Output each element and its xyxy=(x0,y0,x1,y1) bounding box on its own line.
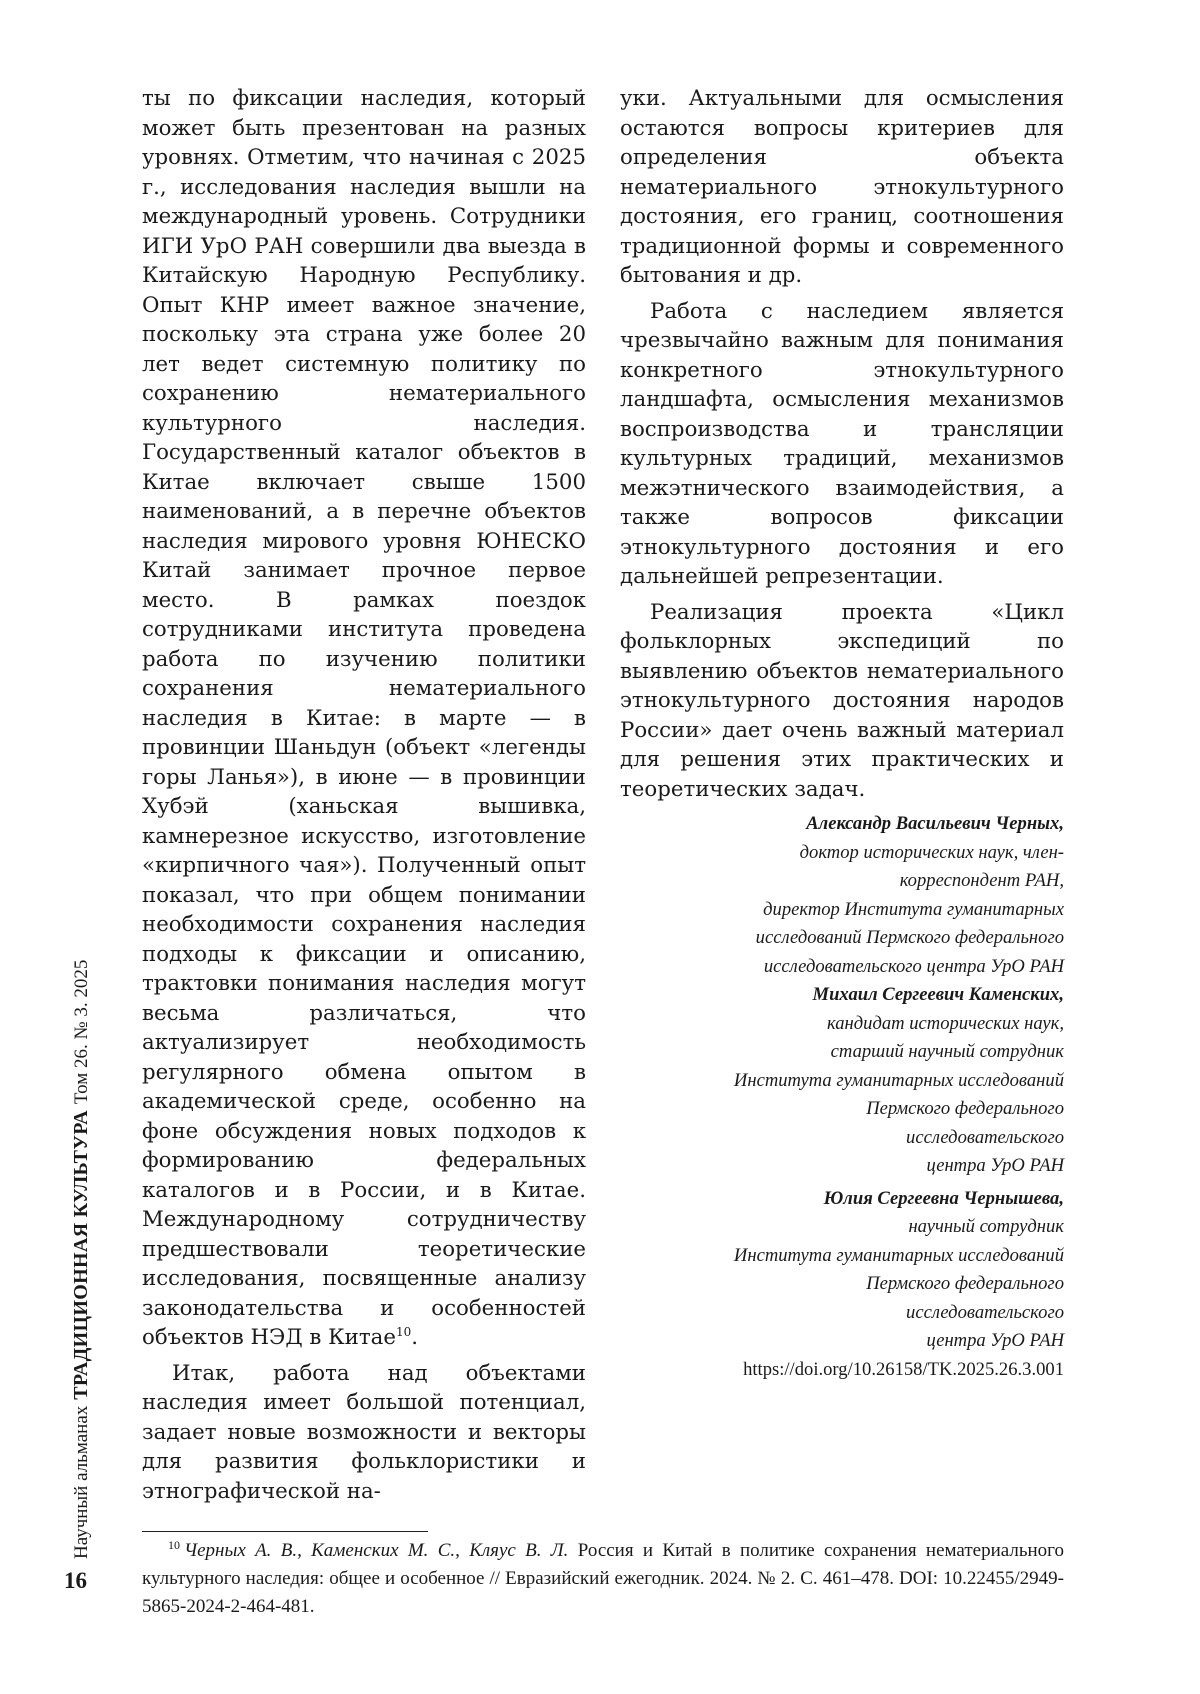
page-number: 16 xyxy=(64,1568,87,1593)
footnote-ref[interactable]: 10 xyxy=(395,1324,412,1339)
left-paragraph-1: ты по фиксации наследия, который может быть презентован на разных уровнях. Отметим, что начиная с 2025 г., исследования наследия вышли на международный уровень. Сотрудники ИГИ УрО РАН совершили два выезда в Китайскую Народную Республику. Опыт КНР имеет важное значение, поскольку эта страна уже более 20 лет ведет системную политику по сохранению нематериального культурного наследия. Государственный каталог объектов в Китае включает свыше 1500 наименований, а в перечне объектов наследия мирового уровня ЮНЕСКО Китай занимает прочное первое место. В рамках поездок сотрудниками института проведена работа по изучению политики сохранения нематериального наследия в Китае: в марте — в провинции Шаньдун (объект «легенды горы Ланья»), в июне — в провинции Хубэй (ханьская вышивка, камнерезное искусство, изготовление «кирпичного чая»). Полученный опыт показал, что при общем понимании необходимости сохранения наследия подходы к фиксации и описанию, трактовки понимания наследия могут весьма различаться, что актуализирует необходимость регулярного обмена опытом в академической среде, особенно на фоне обсуждения новых подходов к формированию федеральных каталогов и в России, и в Китае. Международному сотрудничеству предшествовали теоретические исследования, посвященные анализу законодательства и особенностей объектов НЭД в Китае$^{10}$. xyxy=(142,86,586,1350)
running-head-prefix: Научный альманах xyxy=(71,1405,92,1559)
author-affiliation-line: центра УрО РАН xyxy=(926,1155,1064,1176)
author-affiliation-line: Института гуманитарных исследований xyxy=(733,1069,1064,1091)
author-name: Юлия Сергеевна Чернышева, xyxy=(823,1187,1064,1209)
footnote-text: Россия и Китай в политике сохранения нематериального культурного наследия: общее и особенное // Евразийский ежегодник. 2024. № 2. С. 461–478. DOI: 10.22455/2949-5865-2024-2-464-481. xyxy=(142,1540,1064,1617)
author-name: Михаил Сергеевич Каменских, xyxy=(812,984,1064,1005)
footnote-authors: Черных А. В., Каменских М. С., Кляус В. Л. xyxy=(184,1540,569,1561)
author-block xyxy=(620,810,1064,1356)
author-affiliation-line: научный сотрудник xyxy=(908,1216,1064,1237)
author-affiliation-line: кандидат исторических наук, xyxy=(826,1012,1064,1034)
author-affiliation-line: корреспондент РАН, xyxy=(899,870,1064,891)
author-affiliation-line: исследовательского центра УрО РАН xyxy=(763,955,1064,977)
right-column xyxy=(620,84,1064,1384)
right-paragraph-1: уки. Актуальными для осмысления остаются вопросы критериев для определения объекта нематериального этнокультурного достояния, его границ, соотношения традиционной формы и современного бытования и др. xyxy=(620,86,1064,288)
footnote-divider xyxy=(142,1531,428,1532)
author-affiliation-line: исследовательского xyxy=(906,1126,1064,1148)
journal-title: ТРАДИЦИОННАЯ КУЛЬТУРА xyxy=(70,1110,92,1400)
right-paragraph-3: Реализация проекта «Цикл фольклорных экспедиций по выявлению объектов нематериального этнокультурного достояния народов России» дает очень важный материал для решения этих практических и теоретических задач. xyxy=(620,599,1064,802)
author-name: Александр Васильевич Черных, xyxy=(806,813,1064,834)
author-affiliation-line: доктор исторических наук, член- xyxy=(799,841,1064,863)
left-column xyxy=(142,84,586,1506)
right-paragraph-2: Работа с наследием является чрезвычайно важным для понимания конкретного этнокультурного ландшафта, осмысления механизмов воспроизводства и трансляции культурных традиций, механизмов межэтнического взаимодействия, а также вопросов фиксации этнокультурного достояния и его дальнейшей репрезентации. xyxy=(620,298,1064,589)
author-affiliation-line: Пермского федерального xyxy=(866,1273,1064,1294)
author-affiliation-line: центра УрО РАН xyxy=(926,1330,1064,1351)
author-affiliation-line: старший научный сотрудник xyxy=(830,1041,1064,1062)
running-head xyxy=(69,960,94,1559)
author-affiliation-line: директор Института гуманитарных xyxy=(763,898,1064,920)
author-2 xyxy=(620,981,1064,1181)
left-paragraph-2: Итак, работа над объектами наследия имеет большой потенциал, задает новые возможности и векторы для развития фольклористики и этнографической на- xyxy=(142,1360,586,1504)
author-affiliation-line: Института гуманитарных исследований xyxy=(733,1244,1064,1266)
author-3 xyxy=(620,1185,1064,1356)
issue-info: Том 26. № 3. 2025 xyxy=(71,959,92,1105)
author-1 xyxy=(620,810,1064,981)
footnote-number: 10 xyxy=(168,1537,180,1552)
footnote xyxy=(142,1537,1064,1621)
author-affiliation-line: Пермского федерального xyxy=(866,1098,1064,1119)
author-affiliation-line: исследовательского xyxy=(906,1301,1064,1323)
author-affiliation-line: исследований Пермского федерального xyxy=(755,927,1064,948)
doi-link[interactable]: https://doi.org/10.26158/TK.2025.26.3.001 xyxy=(743,1358,1064,1380)
